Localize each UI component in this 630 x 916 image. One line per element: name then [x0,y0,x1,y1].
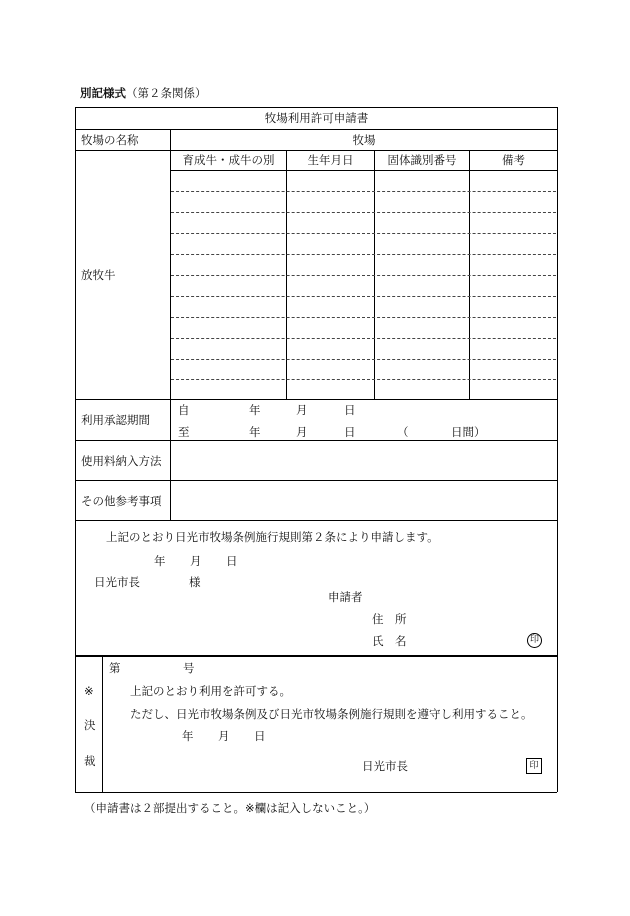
form-title: 牧場利用許可申請書 [264,111,369,125]
decision-seal-mark: 印 [526,758,542,774]
application-date-year: 年 [154,554,166,568]
form-number-label: 別記様式 [80,86,126,100]
applicant-name-label: 氏 名 [372,634,407,648]
decision-date-year: 年 [182,729,194,743]
column-header-type: 育成牛・成牛の別 [182,153,275,167]
decision-label-2: 裁 [84,754,96,768]
period-from-day: 日 [344,403,356,417]
other-notes-label: その他参考事項 [81,494,162,508]
decision-date-month: 月 [218,729,230,743]
fee-method-label: 使用料納入方法 [81,454,162,468]
period-label: 利用承認期間 [81,413,150,427]
applicant-label: 申請者 [328,590,363,604]
period-days-open: （ [397,425,409,439]
addressee-mayor: 日光市長 [94,575,140,589]
column-header-id-number: 固体識別番号 [387,153,457,167]
decision-condition-text: ただし、日光市牧場条例及び日光市牧場条例施行規則を遵守し利用すること。 [130,707,533,721]
period-from-label: 自 [178,403,190,417]
period-from-month: 月 [296,403,308,417]
ranch-name-label: 牧場の名称 [81,133,139,147]
application-date-day: 日 [226,554,238,568]
decision-mark: ※ [84,684,94,698]
form-article-ref: （第２条関係） [126,86,207,100]
application-date-month: 月 [190,554,202,568]
period-from-year: 年 [249,403,261,417]
decision-mayor: 日光市長 [362,759,408,773]
decision-number-prefix: 第 [109,661,121,675]
application-statement: 上記のとおり日光市牧場条例施行規則第２条により申請します。 [106,530,439,544]
column-header-remarks: 備考 [502,153,525,167]
decision-label-1: 決 [84,718,96,732]
decision-permit-text: 上記のとおり利用を許可する。 [130,684,291,698]
footnote: （申請書は２部提出すること。※欄は記入しないこと。） [84,801,376,815]
applicant-address-label: 住 所 [372,612,407,626]
addressee-honorific: 様 [189,575,201,589]
period-to-month: 月 [296,425,308,439]
form-header [80,86,207,100]
decision-date-day: 日 [254,729,266,743]
applicant-seal-mark: 印 [527,633,542,648]
decision-number-suffix: 号 [183,661,195,675]
period-days-close: 日間） [451,425,486,439]
ranch-name-field[interactable]: 牧場 [352,133,376,147]
period-to-label: 至 [178,425,190,439]
cattle-label: 放牧牛 [81,268,116,282]
period-to-year: 年 [249,425,261,439]
fee-method-field[interactable] [171,441,556,479]
other-notes-field[interactable] [171,481,556,519]
column-header-birthdate: 生年月日 [307,153,354,167]
period-to-day: 日 [344,425,356,439]
